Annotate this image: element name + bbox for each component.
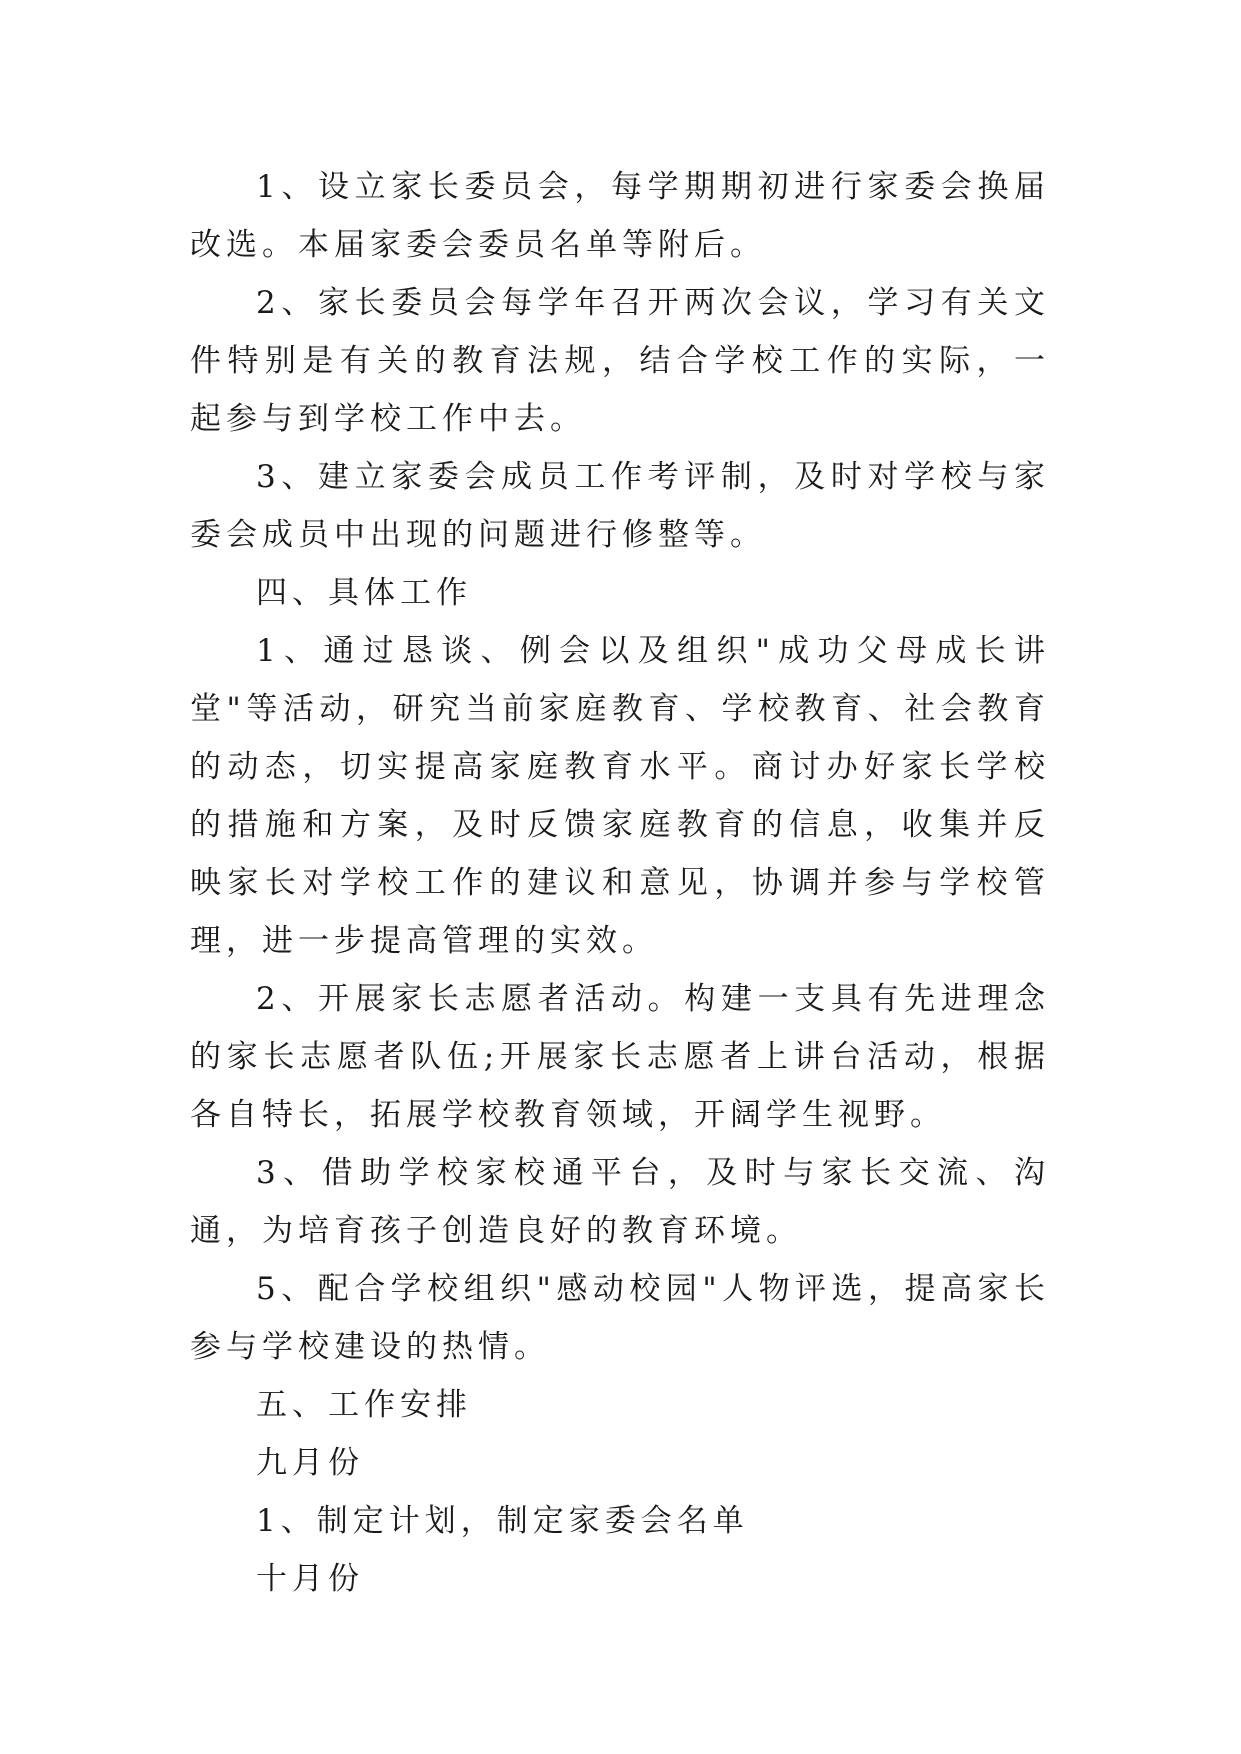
paragraph-parent-lectures: 1、通过恳谈、例会以及组织"成功父母成长讲堂"等活动，研究当前家庭教育、学校教育、社会教育的动态，切实提高家庭教育水平。商讨办好家长学校的措施和方案，及时反馈家庭教育的信息，收集并反映家长对学校工作的建议和意见，协调并参与学校管理，进一步提高管理的实效。 — [190, 633, 1050, 959]
paragraph-committee-meetings: 2、家长委员会每学年召开两次会议，学习有关文件特别是有关的教育法规，结合学校工作的实际，一起参与到学校工作中去。 — [190, 285, 1050, 437]
paragraph-make-plan: 1、制定计划，制定家委会名单 — [256, 1503, 749, 1539]
paragraph-committee-setup: 1、设立家长委员会，每学期期初进行家委会换届改选。本届家委会委员名单等附后。 — [190, 169, 1050, 263]
paragraph-campus-selection: 5、配合学校组织"感动校园"人物评选，提高家长参与学校建设的热情。 — [190, 1271, 1050, 1365]
section-heading-specific-work: 四、具体工作 — [256, 575, 472, 611]
paragraph-evaluation-system: 3、建立家委会成员工作考评制，及时对学校与家委会成员中出现的问题进行修整等。 — [190, 459, 1050, 553]
month-heading-september: 九月份 — [256, 1445, 364, 1481]
paragraph-home-school-platform: 3、借助学校家校通平台，及时与家长交流、沟通，为培育孩子创造良好的教育环境。 — [190, 1155, 1050, 1249]
paragraph-volunteers: 2、开展家长志愿者活动。构建一支具有先进理念的家长志愿者队伍;开展家长志愿者上讲台活动，根据各自特长，拓展学校教育领域，开阔学生视野。 — [190, 981, 1050, 1133]
section-heading-work-arrangement: 五、工作安排 — [256, 1387, 472, 1423]
month-heading-october: 十月份 — [256, 1561, 364, 1597]
document-body — [190, 158, 1050, 1608]
